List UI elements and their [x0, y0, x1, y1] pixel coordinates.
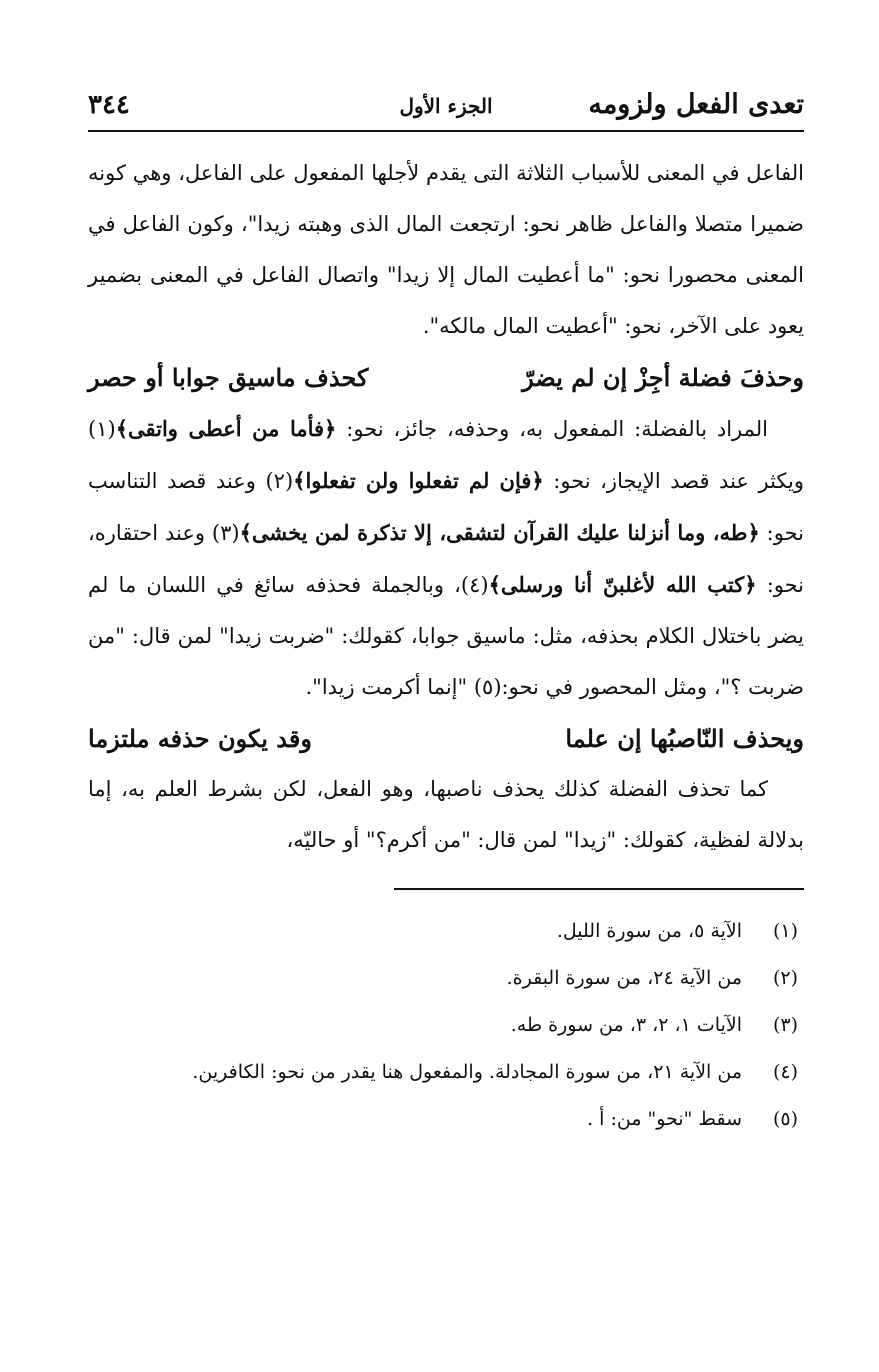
verse-line-1	[88, 352, 804, 403]
paragraph-2-text: (٢) وعند قصد التناسب نحو:	[88, 469, 805, 545]
paragraph-2-text: (١) ويكثر عند قصد الإيجاز، نحو:	[88, 417, 804, 493]
footnote-item	[88, 1049, 804, 1096]
volume-label: الجزء الأول	[399, 94, 493, 118]
quran-quote: ﴿فأما من أعطى واتقى﴾	[115, 416, 337, 441]
paragraph-2-text: (٤)، وبالجملة فحذفه سائغ في اللسان ما لم يضر باختلال الكلام بحذفه، مثل: ماسيق جوابا، كقولك: "ضربت زيدا" لمن قال: "من ضربت ؟"، ومثل المحصور في نحو:(٥) "إنما أكرمت زيدا".	[88, 573, 804, 699]
verse-hemistich-left: كحذف ماسيق جوابا أو حصر	[88, 363, 369, 392]
verse-hemistich-right: وحذفَ فضلة أجِزْ إن لم يضرّ	[522, 363, 804, 392]
footnote-text: من الآية ٢١، من سورة المجادلة. والمفعول هنا يقدر من نحو: الكافرين.	[192, 1061, 742, 1083]
footnote-number: (٣)	[772, 1014, 798, 1036]
paragraph-3: كما تحذف الفضلة كذلك يحذف ناصبها، وهو الفعل، لكن بشرط العلم به، إما بدلالة لفظية، كقولك: "زيدا" لمن قال: "من أكرم؟" أو حاليّه،	[88, 777, 804, 852]
footnote-text: الآية ٥، من سورة الليل.	[556, 920, 742, 942]
paragraph-1: الفاعل في المعنى للأسباب الثلاثة التى يقدم لأجلها المفعول على الفاعل، وهي كونه ضميرا متصلا والفاعل ظاهر نحو: ارتجعت المال الذى وهبته زيدا"، وكون الفاعل في المعنى محصورا نحو: "ما أعطيت المال إلا زيدا" واتصال الفاعل في المعنى بضمير يعود على الآخر، نحو: "أعطيت المال مالكه".	[88, 161, 804, 338]
quran-quote: ﴿طه، وما أنزلنا عليك القرآن لتشقى، إلا تذكرة لمن يخشى﴾	[239, 520, 760, 545]
main-text	[88, 148, 804, 866]
footnote-item	[88, 908, 804, 955]
paragraph-2-text: المراد بالفضلة: المفعول به، وحذفه، جائز، نحو:	[336, 417, 769, 441]
footnote-text: سقط "نحو" من: أ .	[587, 1108, 742, 1130]
footnote-number: (٢)	[772, 967, 798, 989]
verse-line-2	[88, 713, 804, 764]
verse-hemistich-right: ويحذف النّاصبُها إن علما	[565, 724, 804, 753]
running-header	[88, 72, 804, 132]
quran-quote: ﴿فإن لم تفعلوا ولن تفعلوا﴾	[293, 468, 544, 493]
chapter-title: تعدى الفعل ولزومه	[588, 89, 804, 120]
verse-hemistich-left: وقد يكون حذفه ملتزما	[88, 724, 312, 753]
footnotes	[88, 908, 804, 1143]
footnote-item	[88, 955, 804, 1002]
book-page	[88, 72, 804, 1143]
footnote-number: (١)	[772, 920, 798, 942]
footnote-number: (٤)	[772, 1061, 798, 1083]
paragraph-2-text: (٣) وعند احتقاره، نحو:	[88, 521, 805, 597]
footnote-number: (٥)	[772, 1108, 798, 1130]
footnote-item	[88, 1096, 804, 1143]
paragraph-2	[88, 403, 804, 713]
footnote-item	[88, 1002, 804, 1049]
footnote-text: من الآية ٢٤، من سورة البقرة.	[506, 967, 742, 989]
footnote-separator	[394, 888, 804, 890]
footnote-text: الآيات ١، ٢، ٣، من سورة طه.	[510, 1014, 742, 1036]
quran-quote: ﴿كتب الله لأغلبنّ أنا ورسلى﴾	[488, 572, 757, 597]
page-number: ٣٤٤	[88, 90, 130, 120]
